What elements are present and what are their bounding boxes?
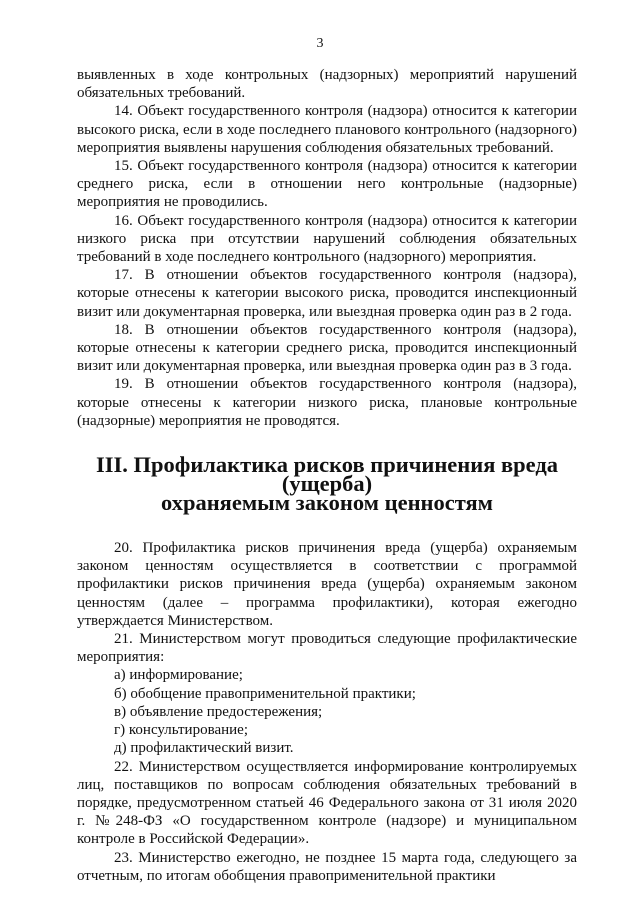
paragraph-17: 17. В отношении объектов государственного контроля (надзора), которые отнесены к категории высокого риска, проводится инспекционный визит или документарная проверка, или выездная проверка один раз в 2 года. <box>77 267 577 320</box>
paragraph-23: 23. Министерство ежегодно, не позднее 15 марта года, следующего за отчетным, по итогам обобщения правоприменительной практики <box>77 849 577 884</box>
list-item-g: г) консультирование; <box>114 722 249 739</box>
list-item-a: а) информирование; <box>114 667 243 684</box>
paragraph-14: 14. Объект государственного контроля (надзора) относится к категории высокого риска, если в ходе последнего планового контрольного (надзорного) мероприятия выявлены нарушения соблюдения обязательных требований. <box>77 103 577 156</box>
list-item-b: б) обобщение правоприменительной практики; <box>114 685 416 702</box>
page-number: 3 <box>316 36 324 51</box>
document-body <box>77 66 577 885</box>
section-heading-line-1: III. Профилактика рисков причинения вреда (ущерба) <box>95 452 559 497</box>
section-heading <box>77 452 577 516</box>
paragraph-15: 15. Объект государственного контроля (надзора) относится к категории среднего риска, если в отношении него контрольные (надзорные) мероприятия не проводились. <box>77 158 577 211</box>
paragraph-21: 21. Министерством могут проводиться следующие профилактические мероприятия: <box>77 631 577 666</box>
paragraph-18: 18. В отношении объектов государственного контроля (надзора), которые отнесены к категории среднего риска, проводится инспекционный визит или документарная проверка, или выездная проверка один раз в 3 года. <box>77 321 577 375</box>
list-item-d: д) профилактический визит. <box>114 740 294 757</box>
paragraph-22: 22. Министерством осуществляется информирование контролируемых лиц, поставщиков по вопросам соблюдения обязательных требований в порядке, предусмотренном статьей 46 Федерального закона от 31 июля 2020 г. №248-ФЗ «О государственном контроле (надзоре) и муниципальном контроле в Российской Федерации». <box>77 758 577 848</box>
paragraph-continuation: выявленных в ходе контрольных (надзорных) мероприятий нарушений обязательных требований. <box>77 67 577 102</box>
list-item-v: в) объявление предостережения; <box>114 703 323 720</box>
paragraph-16: 16. Объект государственного контроля (надзора) относится к категории низкого риска при отсутствии нарушений соблюдения обязательных требований в ходе последнего контрольного (надзорного) мероприятия. <box>77 212 577 266</box>
section-heading-line-2: охраняемым законом ценностям <box>161 490 493 516</box>
paragraph-20: 20. Профилактика рисков причинения вреда (ущерба) охраняемым законом ценностям осуществляется в соответствии с программой профилактики рисков причинения вреда (ущерба) охраняемым законом ценностям (далее – программа профилактики), которая ежегодно утверждается Министерством. <box>77 540 577 629</box>
paragraph-19: 19. В отношении объектов государственного контроля (надзора), которые отнесены к категории низкого риска, плановые контрольные (надзорные) мероприятия не проводятся. <box>77 376 577 429</box>
